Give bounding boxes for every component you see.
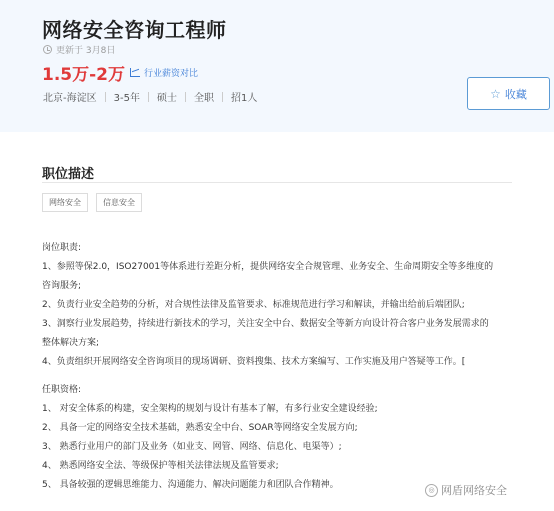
duty-line: 3、洞察行业发展趋势，持续进行新技术的学习，关注安全中台、数据安全等新方向设计符合客户业务发展需求的 — [42, 319, 489, 329]
job-header — [0, 0, 554, 132]
tag-item[interactable]: 网络安全 — [42, 193, 88, 212]
meta-divider — [105, 92, 106, 102]
requirement-line: 1、 对安全体系的构建，安全架构的规划与设计有基本了解，有多行业安全建设经验; — [42, 404, 378, 414]
meta-divider — [148, 92, 149, 102]
requirement-line: 5、 具备较强的逻辑思维能力、沟通能力、解决问题能力和团队合作精神。 — [42, 480, 339, 490]
duty-line: 1、参照等保2.0，ISO27001等体系进行差距分析，提供网络安全合规管理、业务安全、生命周期安全等多维度的 — [42, 262, 494, 272]
paragraph-gap — [42, 372, 522, 381]
requirement-line: 3、 熟悉行业用户的部门及业务（如业支、网管、网络、信息化、电渠等）; — [42, 442, 342, 452]
duties-heading: 岗位职责: — [42, 243, 82, 253]
watermark — [425, 482, 507, 498]
favorite-button[interactable] — [467, 77, 550, 110]
meta-headcount: 招1人 — [230, 93, 258, 104]
duty-line: 整体解决方案; — [42, 338, 100, 348]
meta-type: 全职 — [193, 93, 214, 104]
salary-range: 1.5万-2万 — [42, 65, 125, 85]
meta-divider — [185, 92, 186, 102]
tag-list — [42, 193, 142, 212]
section-title: 职位描述 — [42, 167, 95, 182]
meta-education: 硕士 — [156, 93, 177, 104]
chart-icon — [130, 68, 140, 77]
requirement-line: 2、 具备一定的网络安全技术基础，熟悉安全中台、SOAR等网络安全发展方向; — [42, 423, 358, 433]
requirements-heading: 任职资格: — [42, 385, 82, 395]
salary-compare-label: 行业薪资对比 — [144, 69, 199, 79]
duty-line: 咨询服务; — [42, 281, 82, 291]
job-meta — [43, 89, 257, 104]
meta-experience: 3-5年 — [113, 93, 140, 104]
watermark-logo-icon: ◎ — [425, 484, 438, 497]
section-divider — [42, 182, 512, 183]
duty-line: 4、负责组织开展网络安全咨询项目的现场调研、资料搜集、技术方案编写、工作实施及用户答疑等工作。[ — [42, 357, 466, 367]
salary-compare-link[interactable] — [130, 66, 198, 79]
job-title: 网络安全咨询工程师 — [42, 18, 227, 42]
update-text: 更新于 3月8日 — [56, 46, 116, 56]
meta-location: 北京-海淀区 — [43, 93, 97, 104]
clock-icon — [43, 45, 52, 54]
favorite-label: 收藏 — [504, 87, 527, 101]
meta-divider — [222, 92, 223, 102]
update-time — [43, 43, 115, 56]
requirement-line: 4、 熟悉网络安全法、等级保护等相关法律法规及监管要求; — [42, 461, 279, 471]
duty-line: 2、负责行业安全趋势的分析，对合规性法律及监管要求、标准规范进行学习和解读，并输出给前后端团队; — [42, 300, 465, 310]
job-description — [42, 239, 522, 495]
watermark-text: 网盾网络安全 — [441, 484, 507, 497]
star-icon: ☆ — [490, 86, 501, 101]
tag-item[interactable]: 信息安全 — [96, 193, 142, 212]
